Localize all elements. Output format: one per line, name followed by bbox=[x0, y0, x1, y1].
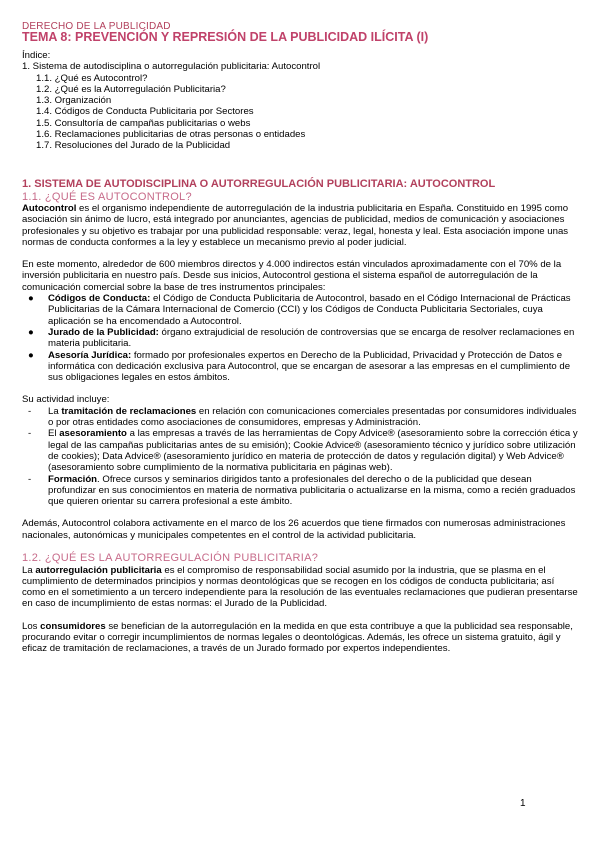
course-kicker: DERECHO DE LA PUBLICIDAD bbox=[22, 21, 171, 32]
toc-item: 1.6. Reclamaciones publicitarias de otras personas o entidades bbox=[36, 129, 306, 141]
toc-label: Índice: bbox=[22, 50, 51, 61]
toc-item: 1.3. Organización bbox=[36, 95, 112, 107]
bullet-icon: ● bbox=[28, 349, 34, 361]
list-item: ● Códigos de Conducta: el Código de Conducta Publicitaria de Autocontrol, basado en el Código Internacional de Prácticas Publicitarias de la Cámara Internacional de Comercio (CCI) y los Códigos de Conducta Publicitaria Sectoriales, cuya aplicación se ha encomendado a Autocontrol. bbox=[28, 293, 571, 327]
bullet-icon: ● bbox=[28, 326, 34, 338]
bullet-list bbox=[22, 293, 578, 383]
toc-item: 1.5. Consultoría de campañas publicitarias o webs bbox=[36, 117, 251, 129]
list-item: - La tramitación de reclamaciones en relación con comunicaciones comerciales presentadas por consumidores individuales o por otras entidades como asociaciones de consumidores, empresas y Administración. bbox=[28, 405, 577, 429]
toc-item: 1.2. ¿Qué es la Autorregulación Publicitaria? bbox=[36, 83, 226, 95]
bold-term: consumidores bbox=[40, 620, 106, 632]
dash-icon: - bbox=[28, 428, 32, 440]
dash-icon: - bbox=[28, 473, 32, 485]
table-of-contents bbox=[22, 50, 582, 152]
dash-list bbox=[22, 406, 578, 508]
paragraph: Su actividad incluye: bbox=[22, 394, 110, 406]
paragraph: Los consumidores se benefician de la autorregulación en la medida en que esta contribuye a que la publicidad sea responsable, procurando evitar o corregir incumplimientos de normas legales o deontológicas. Además, les ofrece un sistema gratuito, ágil y eficaz de tramitación de reclamaciones, a través de un Jurado formado por expertos independientes. bbox=[22, 620, 573, 655]
list-item: ● Jurado de la Publicidad: órgano extrajudicial de resolución de controversias que se encarga de resolver reclamaciones en materia publicitaria. bbox=[28, 326, 575, 350]
toc-item: 1.4. Códigos de Conducta Publicitaria por Sectores bbox=[36, 106, 254, 118]
toc-item: 1.7. Resoluciones del Jurado de la Publicidad bbox=[36, 140, 231, 152]
section-heading: 1. SISTEMA DE AUTODISCIPLINA O AUTORREGULACIÓN PUBLICITARIA: AUTOCONTROL bbox=[22, 178, 496, 190]
list-item: ● Asesoría Jurídica: formado por profesionales expertos en Derecho de la Publicidad, Privacidad y Protección de Datos e informática con dedicación exclusiva para Autocontrol, que se encargan de asesorar a las empresas en el cumplimiento de sus obligaciones legales en estos ámbitos. bbox=[28, 349, 571, 384]
bullet-icon: ● bbox=[28, 293, 34, 305]
page-title: TEMA 8: PREVENCIÓN Y REPRESIÓN DE LA PUBLICIDAD ILÍCITA (I) bbox=[22, 30, 429, 44]
subsection-heading: 1.1. ¿QUÉ ES AUTOCONTROL? bbox=[22, 190, 192, 203]
paragraph: Autocontrol es el organismo independiente de autorregulación de la industria publicitaria en España. Constituido en 1995 como asociación sin ánimo de lucro, está integrado por anunciantes, agencias de publicidad, medios de comunicación y asociaciones profesionales y su objetivo es trabajar por una publicidad responsable: veraz, legal, honesta y leal. Esta asociación impone unas normas de conducta conformes a la ley y establece un mecanismo previo al poder judicial. bbox=[22, 203, 569, 248]
toc-item: 1.1. ¿Qué es Autocontrol? bbox=[36, 72, 148, 84]
paragraph: La autorregulación publicitaria es el compromiso de responsabilidad social asumido por la industria, que se plasma en el cumplimiento de determinados principios y normas deontológicas que se recogen en los códigos de conducta publicitaria; así como en el sometimiento a un tercero independiente para la resolución de las eventuales reclamaciones que pudieran presentarse en caso de incumplimiento de estas normas: el Jurado de la Publicidad. bbox=[22, 564, 578, 610]
list-item: - Formación. Ofrece cursos y seminarios dirigidos tanto a profesionales del derecho o de la publicidad que desean profundizar en sus conocimientos en materia de normativa publicitaria o actualizarse en la misma, como a recién graduados que quieren orientar su carrera profesional a este ámbito. bbox=[28, 473, 576, 508]
list-item: - El asesoramiento a las empresas a través de las herramientas de Copy Advice® (asesoramiento sobre la corrección ética y legal de las campañas publicitarias antes de su emisión); Cookie Advice® (asesoramiento técnico y jurídico sobre utilización de cookies); Data Advice® (asesoramiento jurídico en materia de protección de datos y regulación digital) y Web Advice® (asesoramiento sobre cumplimiento de la normativa publicitaria en páginas web). bbox=[28, 428, 578, 474]
subsection-heading: 1.2. ¿QUÉ ES LA AUTORREGULACIÓN PUBLICITARIA? bbox=[22, 552, 319, 565]
bold-term: autorregulación publicitaria bbox=[35, 564, 162, 576]
paragraph: Además, Autocontrol colabora activamente en el marco de los 26 acuerdos que tiene firmados con numerosas administraciones nacionales, autonómicas y municipales competentes en el control de la actividad publicitaria. bbox=[22, 518, 566, 541]
paragraph: En este momento, alrededor de 600 miembros directos y 4.000 indirectos están vinculados aproximadamente con el 70% de la inversión publicitaria en nuestro país. Desde sus inicios, Autocontrol gestiona el sistema español de autorregulación de la comunicación comercial sobre la base de tres instrumentos principales: bbox=[22, 259, 562, 293]
document-body bbox=[22, 178, 578, 655]
page-number: 1 bbox=[520, 798, 526, 809]
bold-term: Autocontrol bbox=[22, 203, 77, 214]
dash-icon: - bbox=[28, 405, 32, 417]
toc-item: 1. Sistema de autodisciplina o autorregulación publicitaria: Autocontrol bbox=[22, 61, 321, 73]
